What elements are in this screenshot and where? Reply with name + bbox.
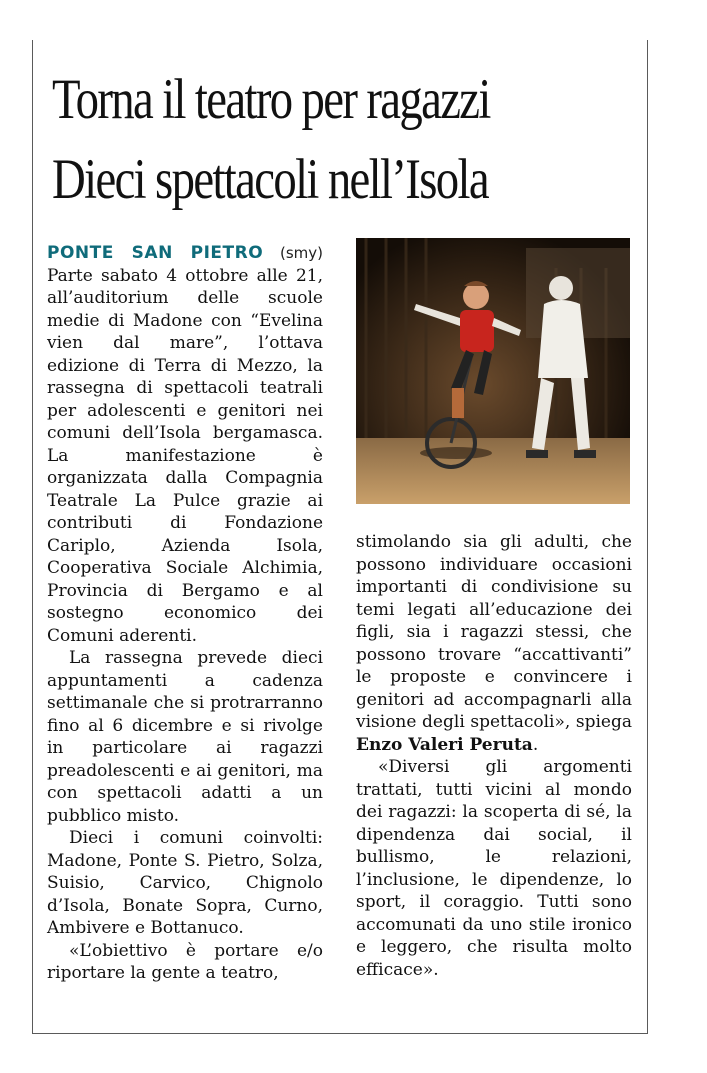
paragraph-4: «L’obiettivo è portare e/o riportare la gente a teatro,: [47, 940, 323, 983]
paragraph-5: [356, 531, 632, 756]
paragraph-5-end: .: [532, 734, 539, 755]
paragraph-6: «Diversi gli argomenti trattati, tutti vicini al mondo dei ragazzi: la scoperta di sé, la dipendenza dai social, il bullismo, le relazioni, l’inclusione, le dipendenze, lo sport, il coraggio. Tutti sono accomunati da uno stile ironico e leggero, che risulta molto efficace».: [356, 757, 632, 980]
article-column-2: [356, 531, 632, 981]
quoted-person-name: Enzo Valeri Peruta: [356, 734, 533, 755]
paragraph-3: Dieci i comuni coinvolti: Madone, Ponte S. Pietro, Solza, Suisio, Carvico, Chignolo d’Isola, Bonate Sopra, Curno, Ambivere e Bottanuco.: [47, 828, 323, 938]
headline: [52, 60, 536, 220]
paragraph-1-text: Parte sabato 4 ottobre alle 21, all’auditorium delle scuole medie di Madone con “Evelina vien dal mare”, l’ottava edizione di Terra di Mezzo, la rassegna di spettacoli teatrali per adolescenti e genitori nei comuni dell’Isola bergamasca. La manifestazione è organizzata dalla Compagnia Teatrale La Pulce grazie ai contributi di Fondazione Cariplo, Azienda Isola, Cooperativa Sociale Alchimia, Provincia di Bergamo e al sostegno economico dei Comuni aderenti.: [47, 265, 323, 646]
paragraph-5-text: stimolando sia gli adulti, che possono individuare occasioni importanti di condivisione su temi legati all’educazione dei figli, sia i ragazzi stessi, che possono trovare “accattivanti” le proposte e convincere i genitori ad accompagnarli alla visione degli spettacoli», spiega: [356, 532, 632, 732]
headline-line-1: Torna il teatro per ragazzi: [52, 68, 490, 131]
headline-line-2: Dieci spettacoli nell’Isola: [52, 148, 488, 211]
article-column-1: [47, 242, 323, 985]
byline: (smy): [279, 244, 323, 262]
paragraph-2: La rassegna prevede dieci appuntamenti a cadenza settimanale che si protrarranno fino al 6 dicembre e si rivolge in particolare ai ragazzi preadolescenti e ai genitori, ma con spettacoli adatti a un pubblico misto.: [47, 648, 323, 826]
stage-photo: [356, 238, 630, 504]
paragraph-1: [47, 242, 323, 647]
stage-photo-icon: [356, 238, 630, 504]
dateline: PONTE SAN PIETRO: [47, 243, 264, 263]
